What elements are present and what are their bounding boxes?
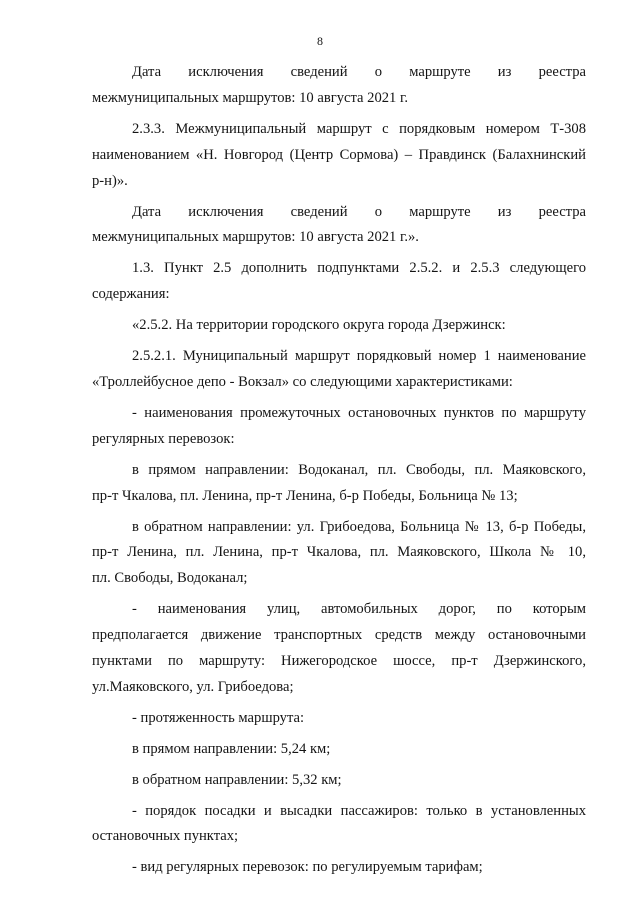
text-line: 1.3. Пункт 2.5 дополнить подпунктами 2.5.2. и 2.5.3 следующего [132,260,586,277]
paragraph [92,313,586,339]
text-line: предполагается движение транспортных средств между остановочными [92,627,586,644]
paragraph [92,706,586,732]
text-line: пунктами по маршруту: Нижегородское шоссе, пр-т Дзержинского, [92,653,586,670]
text-line: в прямом направлении: Водоканал, пл. Свободы, пл. Маяковского, [132,461,586,478]
page-number: 8 [317,34,323,48]
text-line: «2.5.2. На территории городского округа города Дзержинск: [132,317,506,334]
text-line: 2.3.3. Межмуниципальный маршрут с порядковым номером Т-308 [132,120,586,137]
text-line: пл. Свободы, Водоканал; [92,570,248,587]
text-line: содержания: [92,286,170,303]
paragraph [92,597,586,701]
text-line: - протяженность маршрута: [132,709,305,726]
text-line: - наименования промежуточных остановочных пунктов по маршруту [132,404,586,421]
paragraph [92,60,586,112]
text-line: ул.Маяковского, ул. Грибоедова; [92,678,294,695]
text-line: в обратном направлении: ул. Грибоедова, Больница № 13, б-р Победы, [132,518,586,535]
text-line: - вид регулярных перевозок: по регулируемым тарифам; [132,859,483,876]
document-body [92,60,586,886]
text-line: 2.5.2.1. Муниципальный маршрут порядковый номер 1 наименование [132,348,586,365]
text-line: - порядок посадки и высадки пассажиров: только в установленных [132,802,586,819]
paragraph [92,799,586,851]
paragraph [92,117,586,195]
text-line: наименованием «Н. Новгород (Центр Сормова) – Правдинск (Балахнинский [92,146,586,163]
text-line: в прямом направлении: 5,24 км; [132,740,331,757]
text-line: «Троллейбусное депо - Вокзал» со следующими характеристиками: [92,373,513,390]
text-line: р-н)». [92,172,128,189]
text-line: Дата исключения сведений о маршруте из реестра [132,203,586,220]
paragraph [92,256,586,308]
text-line: межмуниципальных маршрутов: 10 августа 2021 г.». [92,229,419,246]
paragraph [92,344,586,396]
paragraph [92,458,586,510]
text-line: пр-т Ленина, пл. Ленина, пр-т Чкалова, пл. Маяковского, Школа № 10, [92,544,586,561]
paragraph [92,768,586,794]
paragraph [92,855,586,881]
text-line: регулярных перевозок: [92,430,235,447]
paragraph [92,401,586,453]
text-line: остановочных пунктах; [92,828,239,845]
text-line: пр-т Чкалова, пл. Ленина, пр-т Ленина, б-р Победы, Больница № 13; [92,487,518,504]
text-line: в обратном направлении: 5,32 км; [132,771,342,788]
text-line: - наименования улиц, автомобильных дорог, по которым [132,601,586,618]
text-line: Дата исключения сведений о маршруте из реестра [132,64,586,80]
paragraph [92,515,586,593]
paragraph [92,737,586,763]
paragraph [92,200,586,252]
text-line: межмуниципальных маршрутов: 10 августа 2021 г. [92,89,408,106]
